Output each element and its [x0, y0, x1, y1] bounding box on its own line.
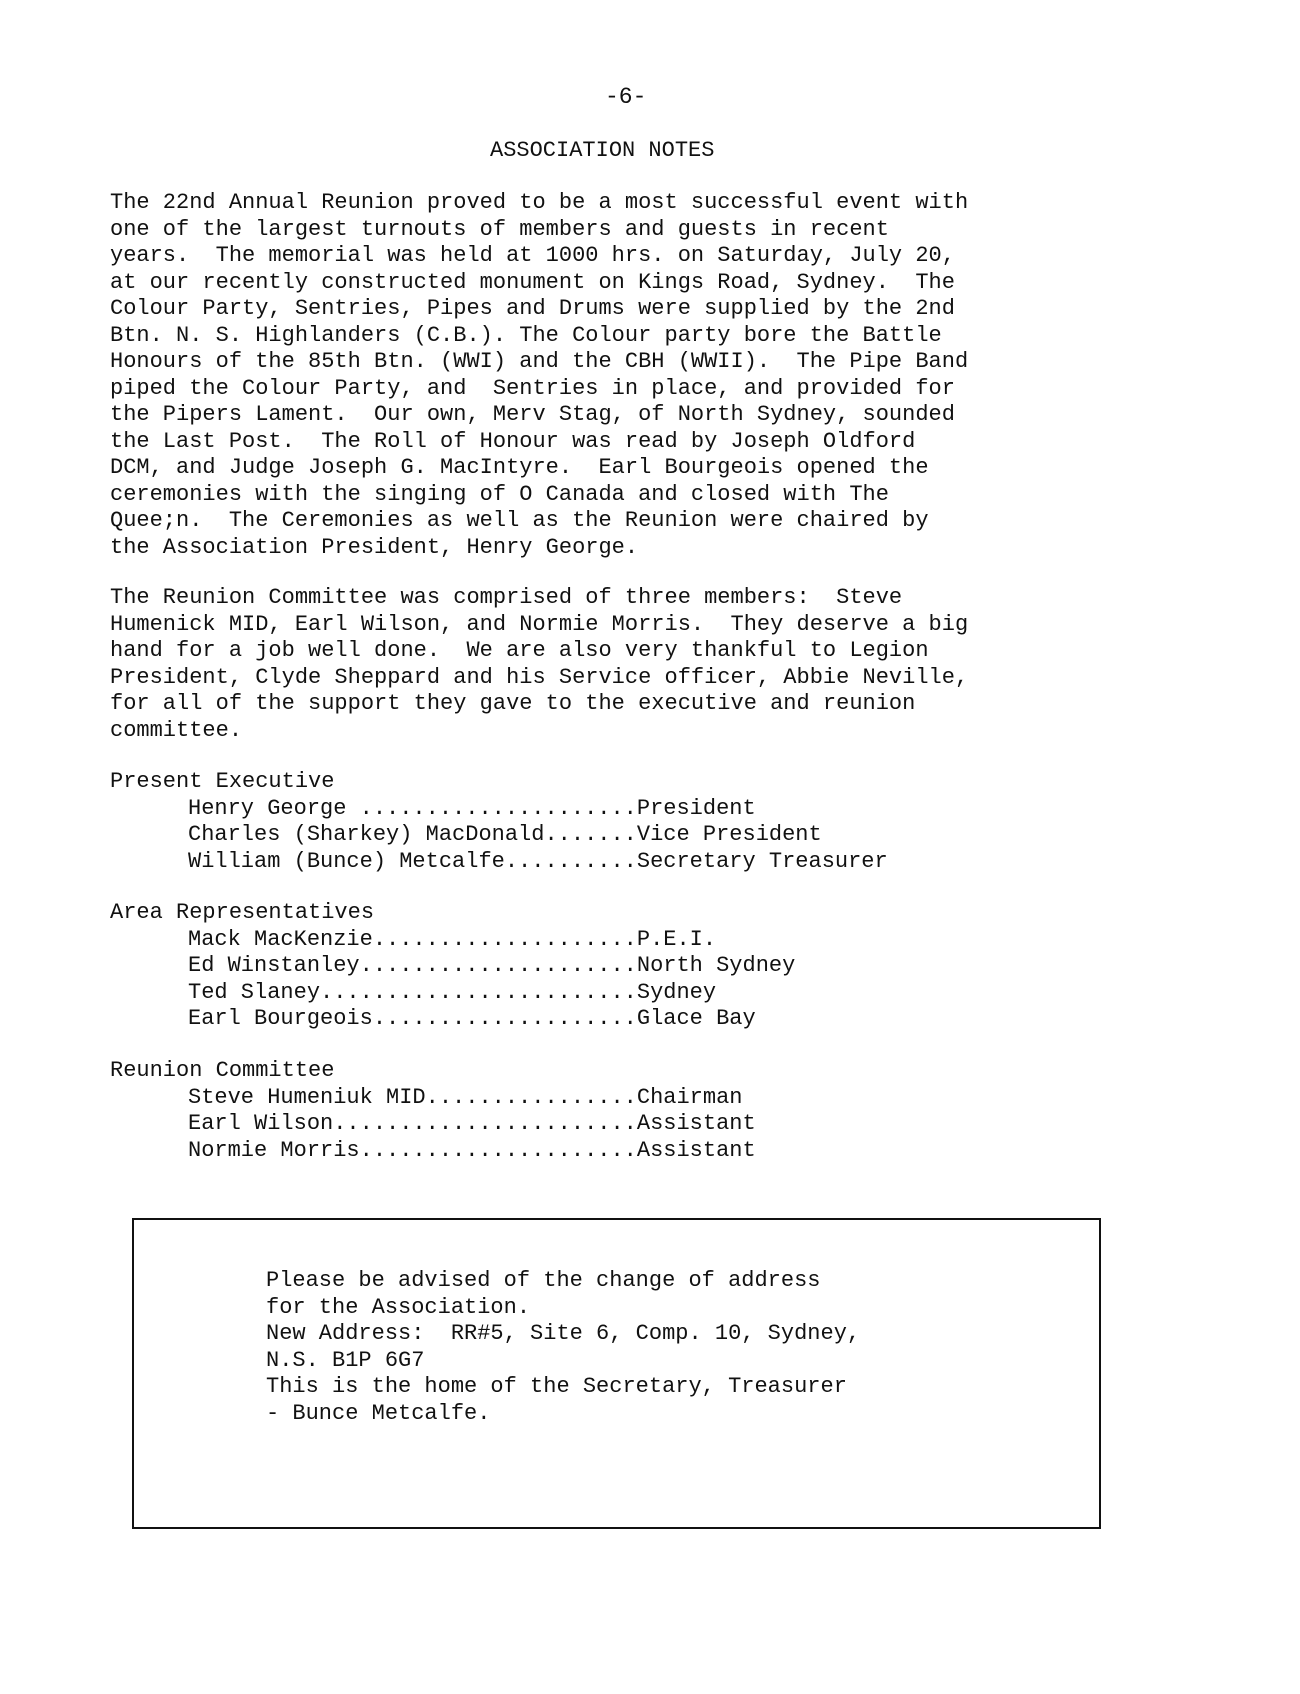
list-heading: Present Executive [110, 769, 335, 794]
list-item: Mack MacKenzie....................P.E.I. [188, 926, 717, 952]
paragraph-line: DCM, and Judge Joseph G. MacIntyre. Earl Bourgeois opened the [110, 455, 929, 480]
paragraph-line: the Last Post. The Roll of Honour was read by Joseph Oldford [110, 428, 916, 454]
notice-line: Please be advised of the change of address [266, 1268, 821, 1293]
address-change-notice [266, 1268, 860, 1427]
committee-thanks-paragraph [110, 585, 1170, 744]
page-number: -6- [605, 84, 647, 110]
paragraph-line: President, Clyde Sheppard and his Service officer, Abbie Neville, [110, 664, 969, 690]
paragraph-line: Colour Party, Sentries, Pipes and Drums were supplied by the 2nd [110, 296, 955, 321]
paragraph-line: piped the Colour Party, and Sentries in place, and provided for [110, 375, 955, 401]
paragraph-line: The 22nd Annual Reunion proved to be a most successful event with [110, 190, 969, 215]
paragraph-line: years. The memorial was held at 1000 hrs. on Saturday, July 20, [110, 243, 955, 268]
paragraph-line: ceremonies with the singing of O Canada and closed with The [110, 481, 889, 507]
list-item: Steve Humeniuk MID................Chairman [188, 1084, 743, 1110]
list-item: William (Bunce) Metcalfe..........Secretary Treasurer [188, 848, 888, 874]
paragraph-line: The Reunion Committee was comprised of three members: Steve [110, 585, 903, 610]
section-title: ASSOCIATION NOTES [490, 138, 715, 163]
paragraph-line: the Pipers Lament. Our own, Merv Stag, of North Sydney, sounded [110, 402, 955, 427]
notice-line: - Bunce Metcalfe. [266, 1400, 491, 1426]
notice-line: for the Association. [266, 1294, 531, 1320]
paragraph-line: Humenick MID, Earl Wilson, and Normie Morris. They deserve a big [110, 611, 969, 637]
address-change-notice-box [132, 1218, 1101, 1529]
notice-line: N.S. B1P 6G7 [266, 1347, 425, 1373]
reunion-committee-list [110, 1058, 1160, 1164]
notice-line: New Address: RR#5, Site 6, Comp. 10, Sydney, [266, 1321, 861, 1346]
notice-line: This is the home of the Secretary, Treasurer [266, 1374, 847, 1399]
paragraph-line: one of the largest turnouts of members and guests in recent [110, 216, 889, 242]
reunion-report-paragraph [110, 190, 1170, 561]
present-executive-list [110, 769, 1160, 875]
paragraph-line: Quee;n. The Ceremonies as well as the Reunion were chaired by [110, 508, 929, 533]
list-item: Normie Morris.....................Assistant [188, 1137, 756, 1163]
list-item: Henry George .....................President [188, 795, 756, 821]
list-heading: Area Representatives [110, 900, 375, 925]
list-item: Earl Bourgeois....................Glace Bay [188, 1006, 756, 1031]
paragraph-line: Btn. N. S. Highlanders (C.B.). The Colour party bore the Battle [110, 322, 942, 348]
paragraph-line: the Association President, Henry George. [110, 534, 639, 560]
paragraph-line: at our recently constructed monument on Kings Road, Sydney. The [110, 269, 955, 295]
list-item: Ed Winstanley.....................North Sydney [188, 953, 796, 978]
list-heading: Reunion Committee [110, 1058, 335, 1083]
paragraph-line: hand for a job well done. We are also very thankful to Legion [110, 638, 929, 663]
paragraph-line: committee. [110, 717, 243, 743]
list-item: Earl Wilson.......................Assistant [188, 1111, 756, 1136]
paragraph-line: Honours of the 85th Btn. (WWI) and the CBH (WWII). The Pipe Band [110, 349, 969, 374]
paragraph-line: for all of the support they gave to the executive and reunion [110, 691, 916, 716]
area-representatives-list [110, 900, 1160, 1033]
list-item: Charles (Sharkey) MacDonald.......Vice President [188, 822, 822, 847]
list-item: Ted Slaney........................Sydney [188, 979, 717, 1005]
